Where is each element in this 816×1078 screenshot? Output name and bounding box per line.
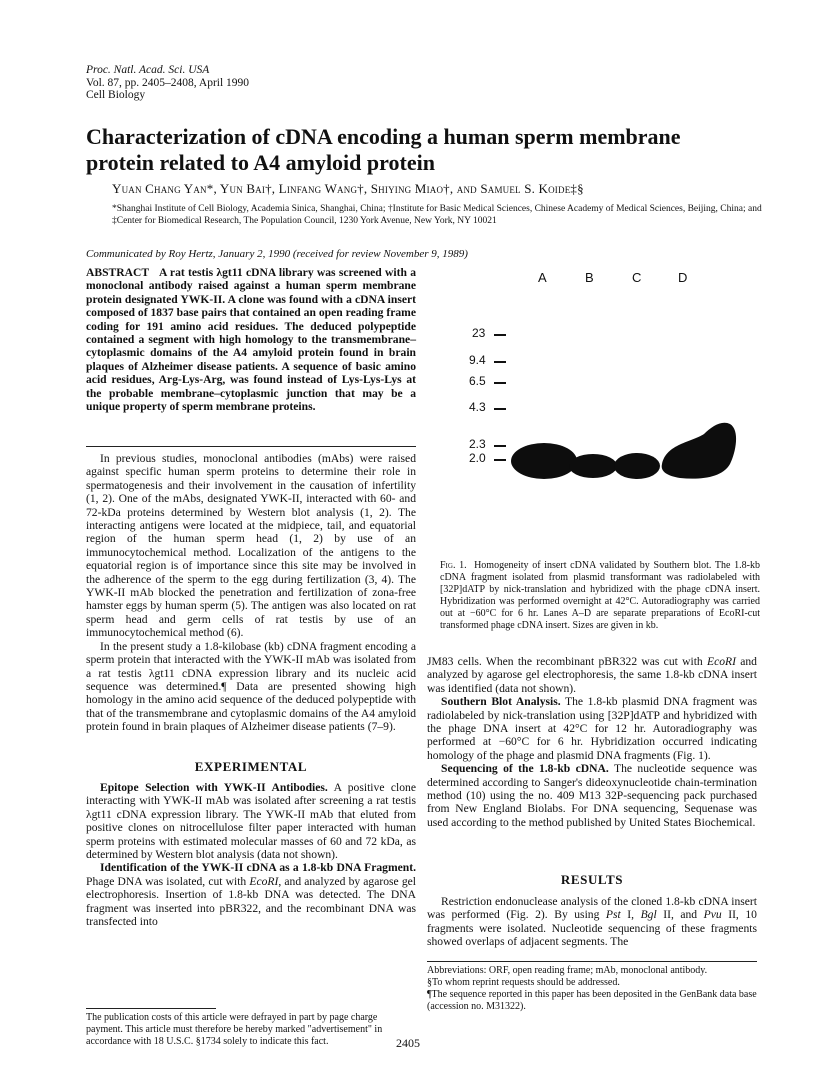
sequencing-paragraph [427, 762, 757, 829]
right-footnote-divider [427, 961, 757, 962]
blot-image [430, 266, 760, 556]
cont-text-a: JM83 cells. When the recombinant pBR322 was cut with [427, 655, 703, 668]
intro-paragraph-2: In the present study a 1.8-kilobase (kb) cDNA fragment encoding a sperm protein that interacted with the YWK-II mAb was isolated from a rat testis λgt11 cDNA expression library and its nucleic acid sequence was determined.¶ Data are presented showing high homology in the amino acid sequence of the deduced polypeptide with that of the transmembrane and cytoplasmic domains of the A4 amyloid protein found in brain plaques of Alzheimer disease patients (7–9). [86, 639, 416, 734]
introduction [86, 452, 416, 734]
genbank-footnote: ¶The sequence reported in this paper has been deposited in the GenBank data base (accession no. M31322). [427, 989, 757, 1012]
abstract-divider [86, 446, 416, 447]
identification-text-a: Phage DNA was isolated, cut with [86, 874, 247, 888]
sequencing-runin: Sequencing of the 1.8-kb cDNA. [441, 762, 609, 776]
volume-info: Vol. 87, pp. 2405–2408, April 1990 [86, 76, 250, 89]
epitope-paragraph [86, 781, 416, 861]
lane-label-d: D [678, 270, 688, 285]
southern-blot-figure [430, 266, 760, 556]
results-text-d: II, 10 fragments were isolated. Nucleotide sequencing of these fragments showed overlaps of adjacent segments. The [427, 908, 757, 949]
identification-paragraph [86, 861, 416, 928]
experimental-heading: EXPERIMENTAL [194, 759, 308, 774]
lane-label-c: C [632, 270, 642, 285]
marker-label-2-0: 2.0 [469, 451, 486, 465]
intro-paragraph-1: In previous studies, monoclonal antibodies (mAbs) were raised against specific human sperm proteins to determine their role in spermatogenesis and their involvement in the causation of infertility (1, 2). One of the mAbs, designated YWK-II, interacted with 60- and 72-kDa proteins determined by Western blot analysis (1, 2). The interacting antigens were located at the midpiece, tail, and equatorial region of the human sperm head (1, 2) by use of an immunocytochemical method. Localization of the antigens to the equatorial region is of importance since this site may be involved in the adherence of the sperm to the egg during fertilization (3, 4). The YWK-II mAb blocked the penetration and fertilization of zona-free hamster eggs by human sperm (5). The antigen was also located on rat sperm head and germ cells of rat testis by use of an immunocytochemical method (6). [86, 452, 416, 640]
southern-text: The 1.8-kb plasmid DNA fragment was radiolabeled by nick-translation using [32P]dATP and hybridized with the phage DNA insert at 42°C for 12 hr. Autoradiography was performed at −60°C for 6 hr. Hybridization occurred indicating homology of the phage and plasmid DNA fragments (Fig. 1). [427, 695, 757, 762]
results-heading: RESULTS [560, 872, 624, 887]
marker-label-4-3: 4.3 [469, 400, 486, 414]
lane-label-b: B [585, 270, 594, 285]
caption-label: Fig. 1. [440, 560, 467, 571]
results-text-b: I, [627, 908, 635, 922]
identification-text-b: , and analyzed by agarose gel electrophoresis. Insertion of 1.8-kb DNA was detected. The DNA fragment was inserted into pBR322, and the recombinant DNA was transfected into [86, 874, 416, 929]
marker-label-9-4: 9.4 [469, 353, 486, 367]
methods-continued [427, 655, 757, 829]
author-list: Yuan Chang Yan*, Yun Bai†, Linfang Wang†, Shiying Miao†, and Samuel S. Koide‡§ [112, 181, 584, 196]
results-body [427, 895, 757, 949]
publication-cost-footnote: The publication costs of this article were defrayed in part by page charge payment. This article must therefore be hereby marked "advertisement" in accordance with 18 U.S.C. §1734 solely to indicate this fact. [86, 1012, 383, 1047]
cont-text-b: and analyzed by agarose gel electrophoresis, the same 1.8-kb cDNA insert was identified (data not shown). [427, 655, 757, 695]
epitope-text: A positive clone interacting with YWK-II mAb was isolated after screening a rat testis λgt11 cDNA expression library. The YWK-II mAb that eluted from positive clones on nitrocellulose filter paper interacted with human sperm proteins with estimated molecular masses of 60 and 72 kDa, as determined by Western blot analysis (data not shown). [86, 781, 416, 862]
abstract-label: ABSTRACT [86, 266, 150, 279]
page-number: 2405 [396, 1036, 420, 1050]
marker-label-6-5: 6.5 [469, 374, 486, 388]
band-lane-a [511, 443, 577, 479]
results-paragraph [427, 895, 757, 949]
identification-runin: Identification of the YWK-II cDNA as a 1.8-kb DNA Fragment. [100, 861, 416, 875]
section-name: Cell Biology [86, 89, 146, 101]
bgl-enzyme: Bgl [640, 908, 657, 922]
journal-name: Proc. Natl. Acad. Sci. USA [86, 64, 210, 76]
abstract [86, 266, 416, 413]
communicated-by: Communicated by Roy Hertz, January 2, 1990 (received for review November 9, 1989) [86, 248, 468, 260]
band-lane-b [569, 454, 617, 478]
article-title: Characterization of cDNA encoding a human sperm membrane protein related to A4 amyloid protein [86, 124, 681, 175]
pst-enzyme: Pst [605, 908, 621, 922]
abbreviations-footnote: Abbreviations: ORF, open reading frame; mAb, monoclonal antibody. [427, 965, 708, 976]
band-lane-d [662, 423, 736, 479]
epitope-runin: Epitope Selection with YWK-II Antibodies. [100, 781, 328, 794]
reprint-footnote: §To whom reprint requests should be addressed. [427, 977, 620, 988]
cont-ecori: EcoRI [707, 655, 736, 668]
marker-label-2-3: 2.3 [469, 437, 486, 451]
results-text-c: II, and [663, 908, 698, 922]
southern-paragraph [427, 695, 757, 762]
marker-label-23: 23 [472, 326, 486, 340]
journal-header [86, 64, 249, 102]
results-text-a: Restriction endonuclease analysis of the cloned 1.8-kb cDNA insert was performed (Fig. 2). By using [427, 895, 757, 922]
experimental-body [86, 781, 416, 928]
footnote-divider [86, 1008, 216, 1009]
lane-label-a: A [538, 270, 547, 285]
band-lane-c [614, 453, 660, 479]
pvu-enzyme: Pvu [703, 908, 722, 922]
abstract-text: A rat testis λgt11 cDNA library was screened with a monoclonal antibody raised against a human sperm membrane protein designated YWK-II. A clone was found with a cDNA insert composed of 1837 base pairs that contained an open reading frame coding for 191 amino acid residues. The deduced polypeptide contained a segment with high homology to the transmembrane–cytoplasmic domains of the A4 amyloid protein found in brain plaques of Alzheimer disease patients. A sequence of basic amino acid residues, Arg-Lys-Arg, was found instead of Lys-Lys-Lys at the probable membrane–cytoplasmic junction that may be a unique property of sperm membrane proteins. [86, 266, 416, 414]
affiliations: *Shanghai Institute of Cell Biology, Academia Sinica, Shanghai, China; †Institute for Basic Medical Sciences, Chinese Academy of Medical Sciences, Beijing, China; and ‡Center for Biomedical Research, The Population Council, 1230 York Avenue, New York, NY 10021 [112, 204, 762, 226]
caption-text: Homogeneity of insert cDNA validated by Southern blot. The 1.8-kb cDNA fragment isolated from plasmid transformant was radiolabeled with [32P]dATP by nick-translation and hybridized with the phage cDNA insert. Hybridization was performed overnight at 42°C. Autoradiography was carried out at −60°C for 6 hr. Lanes A–D are separate preparations of EcoRI-cut transformed phage cDNA insert. Sizes are given in kb. [440, 560, 760, 631]
southern-runin: Southern Blot Analysis. [441, 695, 561, 709]
continuation-paragraph [427, 655, 757, 695]
sequencing-text: The nucleotide sequence was determined according to Sanger's dideoxynucleotide chain-termination method (10) using the no. 409 M13 32P-sequencing pack purchased from New England Biolabs. For DNA sequencing, Sequenase was used according to the method published by United States Biochemical. [427, 762, 757, 829]
right-footnotes [427, 965, 757, 1013]
figure-1-caption [440, 560, 760, 632]
ecori-term: EcoRI [249, 874, 279, 888]
